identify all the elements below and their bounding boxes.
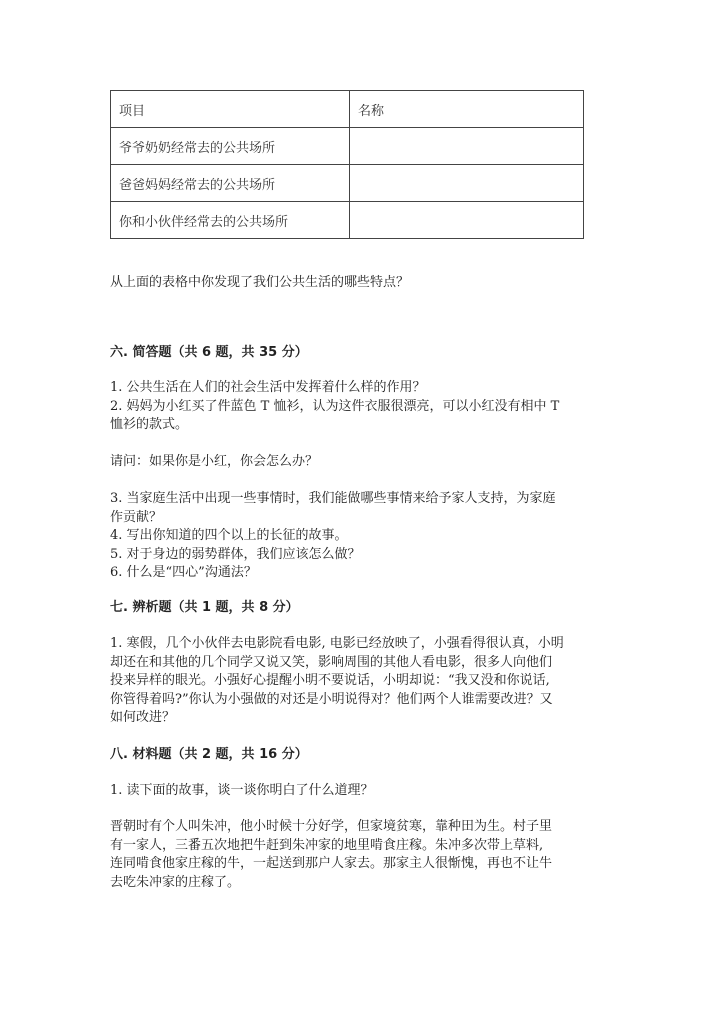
paragraph-line: 去吃朱冲家的庄稼了。 [110,874,241,890]
table-cell [350,202,584,239]
question-1: 1. 公共生活在人们的社会生活中发挥着什么样的作用？ [110,380,426,395]
question-2-line: 恤衫的款式。 [110,417,189,432]
section-8-question: 1. 读下面的故事，谈一谈你明白了什么道理？ [110,783,374,798]
table-question [110,274,590,293]
public-places-table [110,90,584,239]
table-row [111,202,584,239]
paragraph-line: 连同啃食他家庄稼的牛，一起送到那户人家去。那家主人很惭愧，再也不让牛 [110,856,553,871]
section-8-heading: 八. 材料题（共 2 题，共 16 分） [110,747,308,762]
question-4: 4. 写出你知道的四个以上的长征的故事。 [110,528,348,543]
question-2-ask: 请问：如果你是小红，你会怎么办？ [110,454,319,469]
question-6: 6. 什么是“四心”沟通法？ [110,565,257,580]
paragraph-line: 1. 寒假，几个小伙伴去电影院看电影, 电影已经放映了，小强看得很认真，小明 [110,636,564,651]
question-2-line: 2. 妈妈为小红买了件蓝色 T 恤衫，认为这件衣服很漂亮，可以小红没有相中 T [110,398,560,414]
paragraph-line: 投来异样的眼光。小强好心提醒小明不要说话，小明却说：“我又没和你说话, [110,673,550,688]
table-header-cell: 名称 [350,91,584,128]
question-5: 5. 对于身边的弱势群体，我们应该怎么做？ [110,546,361,562]
section-6-questions [110,379,590,583]
table-header-cell: 项目 [111,91,350,128]
paragraph-line: 如何改进？ [110,710,176,725]
table-cell [350,128,584,165]
table-row [111,165,584,202]
paragraph-line: 你管得着吗?”你认为小强做的对还是小明说得对？他们两个人谁需要改进？又 [110,691,553,707]
question-3-line: 作贡献？ [110,509,163,525]
section-6-heading: 六. 简答题（共 6 题，共 35 分） [110,345,308,360]
story-paragraph [110,818,590,892]
table-cell [350,165,584,202]
question-text: 从上面的表格中你发现了我们公共生活的哪些特点？ [110,275,410,290]
table-cell: 爸爸妈妈经常去的公共场所 [111,165,350,202]
table-header-row [111,91,584,128]
paragraph-line: 却还在和其他的几个同学又说又笑，影响周围的其他人看电影，很多人向他们 [110,654,553,670]
table-cell: 你和小伙伴经常去的公共场所 [111,202,350,239]
paragraph-line: 有一家人，三番五次地把牛赶到朱冲家的地里啃食庄稼。朱冲多次带上草料, [110,837,544,853]
section-7-heading: 七. 辨析题（共 1 题，共 8 分） [110,600,299,615]
section-7-question [110,635,590,728]
paragraph-line: 晋朝时有个人叫朱冲，他小时候十分好学，但家境贫寒，靠种田为生。村子里 [110,819,553,834]
question-3-line: 3. 当家庭生活中出现一些事情时，我们能做哪些事情来给予家人支持，为家庭 [110,491,556,506]
table-cell: 爷爷奶奶经常去的公共场所 [111,128,350,165]
table-row [111,128,584,165]
